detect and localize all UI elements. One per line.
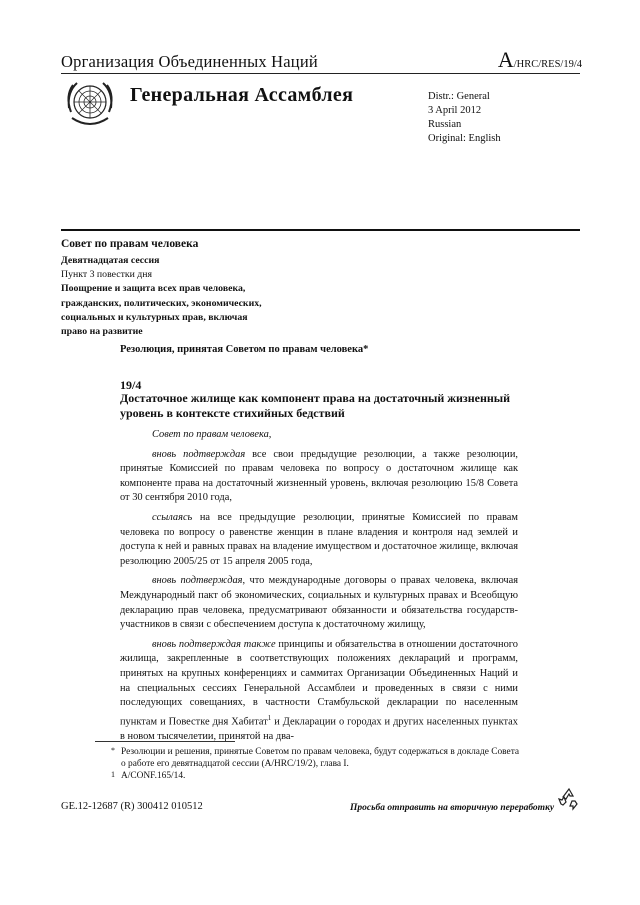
- resolution-number: 19/4: [120, 378, 142, 392]
- symbol-rest: /HRC/RES/19/4: [513, 59, 582, 70]
- agenda-title-line-3: социальных и культурных прав, включая: [61, 311, 248, 323]
- footnote-rule: [95, 741, 235, 742]
- document-code: GE.12-12687 (R) 300412 010512: [61, 801, 203, 812]
- assembly-title: Генеральная Ассамблея: [130, 84, 354, 106]
- organization-name: Организация Объединенных Наций: [61, 52, 318, 71]
- session-block: [61, 254, 321, 339]
- footnote-text: Резолюции и решения, принятые Советом по правам человека, будут содержаться в докладе Совета о работе его девятнадцатой сессии (A/HRC/19/2), глава I.: [121, 747, 520, 769]
- resolution-body: [120, 428, 518, 749]
- preamble-paragraph-3: [120, 574, 518, 632]
- distr-language: Russian: [428, 119, 462, 130]
- footnote-ref: 1: [267, 713, 272, 722]
- footnote-item: [95, 770, 520, 782]
- preamble-paragraph-2: [120, 511, 518, 569]
- preamble-paragraph-4: [120, 638, 518, 745]
- para-tail: и Декларации о городах и других населенных пунктах в новом тысячелетии, принятой на два-: [120, 716, 518, 742]
- header-rule: [61, 73, 580, 74]
- header-thick-rule: [61, 229, 580, 231]
- un-emblem-icon: [63, 78, 117, 132]
- agenda-title-line-2: гражданских, политических, экономических,: [61, 297, 262, 309]
- footnotes: [95, 746, 520, 782]
- preamble-paragraph-1: [120, 448, 518, 506]
- opening-paragraph: [120, 428, 518, 443]
- symbol-letter: A: [497, 47, 514, 72]
- distribution-block: [428, 90, 501, 146]
- para-lead: вновь подтверждая: [152, 575, 243, 587]
- council-name: Совет по правам человека: [61, 238, 199, 250]
- opening-text: Совет по правам человека,: [152, 429, 272, 440]
- agenda-item: Пункт 3 повестки дня: [61, 269, 153, 281]
- distr-line: Distr.: General: [428, 91, 490, 102]
- para-text: принципы и обязательства в отношении достаточного жилища, закрепленные в соответствующих положениях деклараций и программ, принятых на крупных конференциях и саммитах Организации Объединенных Наций и на специальных сессиях Генеральной Ассамблеи и проведенных в связи с ними последующих совещаниях, в частности Стамбульской декларации по населенным пунктам и Повестке дня Хабитат: [120, 638, 518, 728]
- resolution-note: Резолюция, принятая Советом по правам человека*: [120, 344, 369, 355]
- footnote-text: A/CONF.165/14.: [121, 771, 186, 781]
- distr-date: 3 April 2012: [428, 105, 482, 116]
- para-lead: вновь подтверждая: [152, 448, 246, 460]
- footnote-mark: 1: [111, 770, 115, 779]
- session-name: Девятнадцатая сессия: [61, 255, 160, 266]
- para-text: , что международные договоры о правах человека, включая Международный пакт об экономических, социальных и культурных правах и Всеобщую декларацию прав человека, предусматривают обязанности и обязательства государств-участников в связи с обеспечением доступа к достаточному жилищу,: [120, 575, 518, 631]
- agenda-title-line-4: право на развитие: [61, 326, 143, 338]
- para-text: все свои предыдущие резолюции, а также резолюции, принятые Комиссией по правам человека по вопросу о достаточном жилище как компоненте права на достаточный жизненный уровень, включая резолюцию 15/8 Совета от 30 сентября 2010 года,: [120, 448, 519, 504]
- para-lead: вновь подтверждая также: [152, 638, 276, 650]
- resolution-title: Достаточное жилище как компонент права на достаточный жизненный уровень в контексте стихийных бедствий: [120, 391, 511, 420]
- distr-original: Original: English: [428, 133, 501, 144]
- recycle-notice: Просьба отправить на вторичную переработку: [350, 803, 555, 813]
- document-symbol: [497, 47, 582, 72]
- recycle-icon: [557, 787, 581, 811]
- footnote-item: [95, 746, 520, 770]
- agenda-title-line-1: Поощрение и защита всех прав человека,: [61, 283, 246, 295]
- para-lead: ссылаясь: [152, 511, 193, 523]
- footnote-mark: *: [111, 746, 115, 755]
- para-text: на все предыдущие резолюции, принятые Комиссией по правам человека по вопросу о равенстве женщин в плане владения и контроля над землей и доступа к ней и равных правах на владение имуществом и достаточное жилище, включая резолюцию 2005/25 от 15 апреля 2005 года,: [120, 511, 518, 567]
